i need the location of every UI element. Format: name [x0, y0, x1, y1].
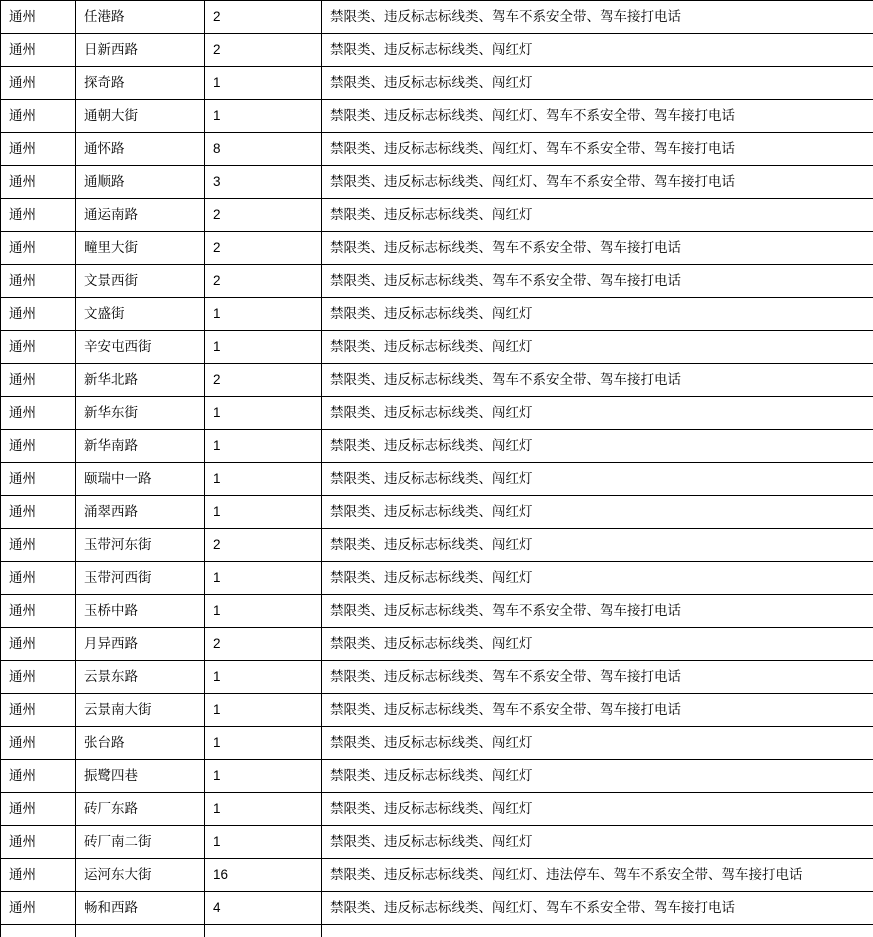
table-row	[1, 100, 873, 133]
cell-district: 通州	[1, 562, 76, 595]
cell-road: 文景西街	[76, 265, 205, 298]
table-row	[1, 166, 873, 199]
cell-violation-types: 禁限类、违反标志标线类、驾车不系安全带、驾车接打电话	[322, 265, 873, 298]
cell-district: 通州	[1, 397, 76, 430]
cell-count: 1	[205, 496, 322, 529]
cell-violation-types: 禁限类、违反标志标线类、闯红灯	[322, 298, 873, 331]
cell-violation-types: 禁限类、违反标志标线类、闯红灯、违法停车、驾车不系安全带、驾车接打电话	[322, 859, 873, 892]
table-row	[1, 265, 873, 298]
cell-district: 通州	[1, 430, 76, 463]
cell-road: 云景东路	[76, 661, 205, 694]
cell-road: 玉带河西街	[76, 562, 205, 595]
table-row	[1, 430, 873, 463]
table-row	[1, 661, 873, 694]
table-row-partial	[1, 925, 873, 937]
table-body	[1, 1, 873, 937]
cell-road: 新华北路	[76, 364, 205, 397]
cell-violation-types: 禁限类、违反标志标线类、闯红灯	[322, 430, 873, 463]
cell-district: 通州	[1, 463, 76, 496]
cell-district: 通州	[1, 1, 76, 34]
cell-violation-types: 禁限类、违反标志标线类、驾车不系安全带、驾车接打电话	[322, 364, 873, 397]
table-row	[1, 1, 873, 34]
cell-count: 1	[205, 331, 322, 364]
cell-district: 通州	[1, 67, 76, 100]
cell-district: 通州	[1, 859, 76, 892]
table-row	[1, 826, 873, 859]
cell-count: 1	[205, 100, 322, 133]
cell-count: 1	[205, 826, 322, 859]
cell-road: 辛安屯西街	[76, 331, 205, 364]
cell-partial	[76, 925, 205, 937]
cell-road: 运河东大街	[76, 859, 205, 892]
cell-district: 通州	[1, 34, 76, 67]
cell-count: 8	[205, 133, 322, 166]
cell-road: 月异西路	[76, 628, 205, 661]
cell-partial	[322, 925, 873, 937]
cell-violation-types: 禁限类、违反标志标线类、驾车不系安全带、驾车接打电话	[322, 1, 873, 34]
cell-road: 玉桥中路	[76, 595, 205, 628]
cell-district: 通州	[1, 100, 76, 133]
cell-district: 通州	[1, 166, 76, 199]
cell-district: 通州	[1, 232, 76, 265]
cell-violation-types: 禁限类、违反标志标线类、闯红灯	[322, 562, 873, 595]
cell-district: 通州	[1, 298, 76, 331]
cell-violation-types: 禁限类、违反标志标线类、闯红灯	[322, 793, 873, 826]
cell-violation-types: 禁限类、违反标志标线类、驾车不系安全带、驾车接打电话	[322, 661, 873, 694]
table-row	[1, 628, 873, 661]
cell-count: 1	[205, 562, 322, 595]
cell-count: 1	[205, 694, 322, 727]
cell-violation-types: 禁限类、违反标志标线类、闯红灯	[322, 760, 873, 793]
cell-count: 2	[205, 34, 322, 67]
cell-district: 通州	[1, 760, 76, 793]
cell-district: 通州	[1, 595, 76, 628]
table-row	[1, 562, 873, 595]
table-row	[1, 34, 873, 67]
cell-count: 1	[205, 430, 322, 463]
cell-road: 张台路	[76, 727, 205, 760]
cell-road: 振鹭四巷	[76, 760, 205, 793]
cell-road: 任港路	[76, 1, 205, 34]
cell-district: 通州	[1, 529, 76, 562]
cell-district: 通州	[1, 199, 76, 232]
cell-count: 1	[205, 760, 322, 793]
table-row	[1, 133, 873, 166]
table-row	[1, 199, 873, 232]
cell-count: 3	[205, 166, 322, 199]
cell-road: 通怀路	[76, 133, 205, 166]
cell-violation-types: 禁限类、违反标志标线类、闯红灯	[322, 727, 873, 760]
table-row	[1, 529, 873, 562]
cell-road: 玉带河东街	[76, 529, 205, 562]
table-row	[1, 760, 873, 793]
cell-violation-types: 禁限类、违反标志标线类、闯红灯、驾车不系安全带、驾车接打电话	[322, 166, 873, 199]
cell-count: 2	[205, 364, 322, 397]
cell-road: 通顺路	[76, 166, 205, 199]
cell-violation-types: 禁限类、违反标志标线类、闯红灯	[322, 463, 873, 496]
cell-road: 涌翠西路	[76, 496, 205, 529]
table-row	[1, 727, 873, 760]
cell-district: 通州	[1, 793, 76, 826]
cell-violation-types: 禁限类、违反标志标线类、闯红灯	[322, 397, 873, 430]
table-row	[1, 496, 873, 529]
cell-road: 新华南路	[76, 430, 205, 463]
cell-violation-types: 禁限类、违反标志标线类、驾车不系安全带、驾车接打电话	[322, 232, 873, 265]
cell-violation-types: 禁限类、违反标志标线类、驾车不系安全带、驾车接打电话	[322, 694, 873, 727]
cell-count: 1	[205, 397, 322, 430]
cell-road: 砖厂东路	[76, 793, 205, 826]
cell-violation-types: 禁限类、违反标志标线类、闯红灯	[322, 496, 873, 529]
table-row	[1, 793, 873, 826]
table-row	[1, 67, 873, 100]
cell-district: 通州	[1, 694, 76, 727]
cell-count: 1	[205, 67, 322, 100]
cell-district: 通州	[1, 661, 76, 694]
cell-count: 1	[205, 463, 322, 496]
cell-district: 通州	[1, 331, 76, 364]
cell-count: 2	[205, 628, 322, 661]
cell-violation-types: 禁限类、违反标志标线类、闯红灯	[322, 628, 873, 661]
cell-count: 2	[205, 199, 322, 232]
cell-district: 通州	[1, 364, 76, 397]
cell-violation-types: 禁限类、违反标志标线类、驾车不系安全带、驾车接打电话	[322, 595, 873, 628]
table-row	[1, 232, 873, 265]
cell-road: 砖厂南二街	[76, 826, 205, 859]
cell-district: 通州	[1, 826, 76, 859]
cell-district: 通州	[1, 628, 76, 661]
cell-count: 16	[205, 859, 322, 892]
cell-partial	[1, 925, 76, 937]
cell-road: 通运南路	[76, 199, 205, 232]
table-row	[1, 892, 873, 925]
cell-count: 2	[205, 1, 322, 34]
table-row	[1, 694, 873, 727]
cell-district: 通州	[1, 133, 76, 166]
table-row	[1, 463, 873, 496]
table-row	[1, 298, 873, 331]
cell-count: 2	[205, 232, 322, 265]
cell-district: 通州	[1, 727, 76, 760]
cell-violation-types: 禁限类、违反标志标线类、闯红灯	[322, 199, 873, 232]
cell-district: 通州	[1, 892, 76, 925]
cell-road: 畅和西路	[76, 892, 205, 925]
cell-road: 云景南大街	[76, 694, 205, 727]
cell-road: 通朝大街	[76, 100, 205, 133]
cell-count: 2	[205, 265, 322, 298]
cell-district: 通州	[1, 265, 76, 298]
cell-count: 1	[205, 661, 322, 694]
cell-count: 2	[205, 529, 322, 562]
cell-road: 颐瑞中一路	[76, 463, 205, 496]
cell-road: 日新西路	[76, 34, 205, 67]
cell-violation-types: 禁限类、违反标志标线类、闯红灯	[322, 529, 873, 562]
cell-violation-types: 禁限类、违反标志标线类、闯红灯、驾车不系安全带、驾车接打电话	[322, 100, 873, 133]
cell-violation-types: 禁限类、违反标志标线类、闯红灯	[322, 331, 873, 364]
cell-road: 探奇路	[76, 67, 205, 100]
table-row	[1, 859, 873, 892]
cell-violation-types: 禁限类、违反标志标线类、闯红灯	[322, 67, 873, 100]
cell-violation-types: 禁限类、违反标志标线类、闯红灯、驾车不系安全带、驾车接打电话	[322, 892, 873, 925]
cell-violation-types: 禁限类、违反标志标线类、闯红灯	[322, 34, 873, 67]
cell-road: 疃里大街	[76, 232, 205, 265]
cell-violation-types: 禁限类、违反标志标线类、闯红灯	[322, 826, 873, 859]
table-row	[1, 331, 873, 364]
cell-partial	[205, 925, 322, 937]
cell-count: 1	[205, 727, 322, 760]
cell-violation-types: 禁限类、违反标志标线类、闯红灯、驾车不系安全带、驾车接打电话	[322, 133, 873, 166]
cell-district: 通州	[1, 496, 76, 529]
cell-count: 4	[205, 892, 322, 925]
cell-count: 1	[205, 793, 322, 826]
cell-count: 1	[205, 298, 322, 331]
table-row	[1, 364, 873, 397]
cell-road: 新华东街	[76, 397, 205, 430]
table-row	[1, 595, 873, 628]
table-row	[1, 397, 873, 430]
cell-road: 文盛街	[76, 298, 205, 331]
cell-count: 1	[205, 595, 322, 628]
